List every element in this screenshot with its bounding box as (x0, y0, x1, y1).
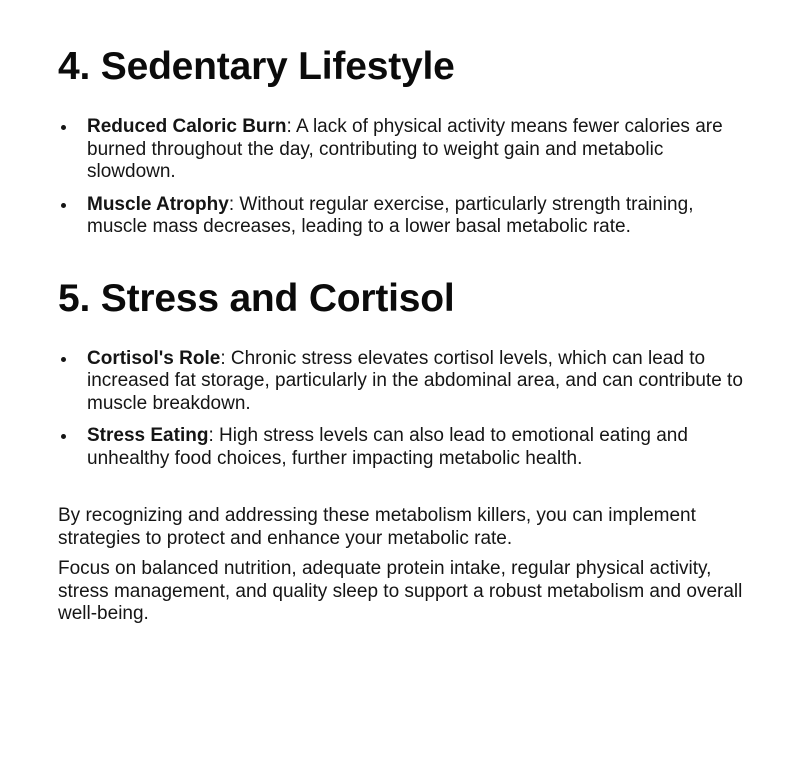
section-heading-stress-and-cortisol: 5. Stress and Cortisol (58, 276, 455, 320)
conclusion-paragraph-2: Focus on balanced nutrition, adequate protein intake, regular physical activity, stress management, and quality sleep to support a robust metabolism and overall well-being. (58, 558, 743, 624)
list-item-term: Cortisol's Role (87, 347, 221, 369)
list-item-text: : Chronic stress elevates cortisol levels, which can lead to increased fat storage, particularly in the abdominal area, and can contribute to muscle breakdown. (87, 347, 743, 414)
stress-and-cortisol-list (58, 348, 756, 471)
list-item-text: : Without regular exercise, particularly strength training, muscle mass decreases, leading to a lower basal metabolic rate. (87, 193, 694, 237)
list-item-reduced-caloric-burn (58, 116, 756, 184)
list-item-cortisols-role (58, 348, 756, 416)
list-item-stress-eating (58, 425, 756, 470)
list-item-text: : A lack of physical activity means fewer calories are burned throughout the day, contributing to weight gain and metabolic slowdown. (87, 116, 723, 182)
list-item-text: : High stress levels can also lead to emotional eating and unhealthy food choices, further impacting metabolic health. (87, 425, 688, 469)
section-heading-sedentary-lifestyle: 4. Sedentary Lifestyle (58, 45, 455, 88)
sedentary-lifestyle-list (58, 116, 756, 239)
list-item-muscle-atrophy (58, 194, 756, 239)
list-item-term: Reduced Caloric Burn (87, 116, 287, 137)
list-item-term: Muscle Atrophy (87, 193, 229, 215)
conclusion-paragraph-1: By recognizing and addressing these metabolism killers, you can implement strategies to protect and enhance your metabolic rate. (58, 505, 696, 549)
list-item-term: Stress Eating (87, 425, 209, 446)
